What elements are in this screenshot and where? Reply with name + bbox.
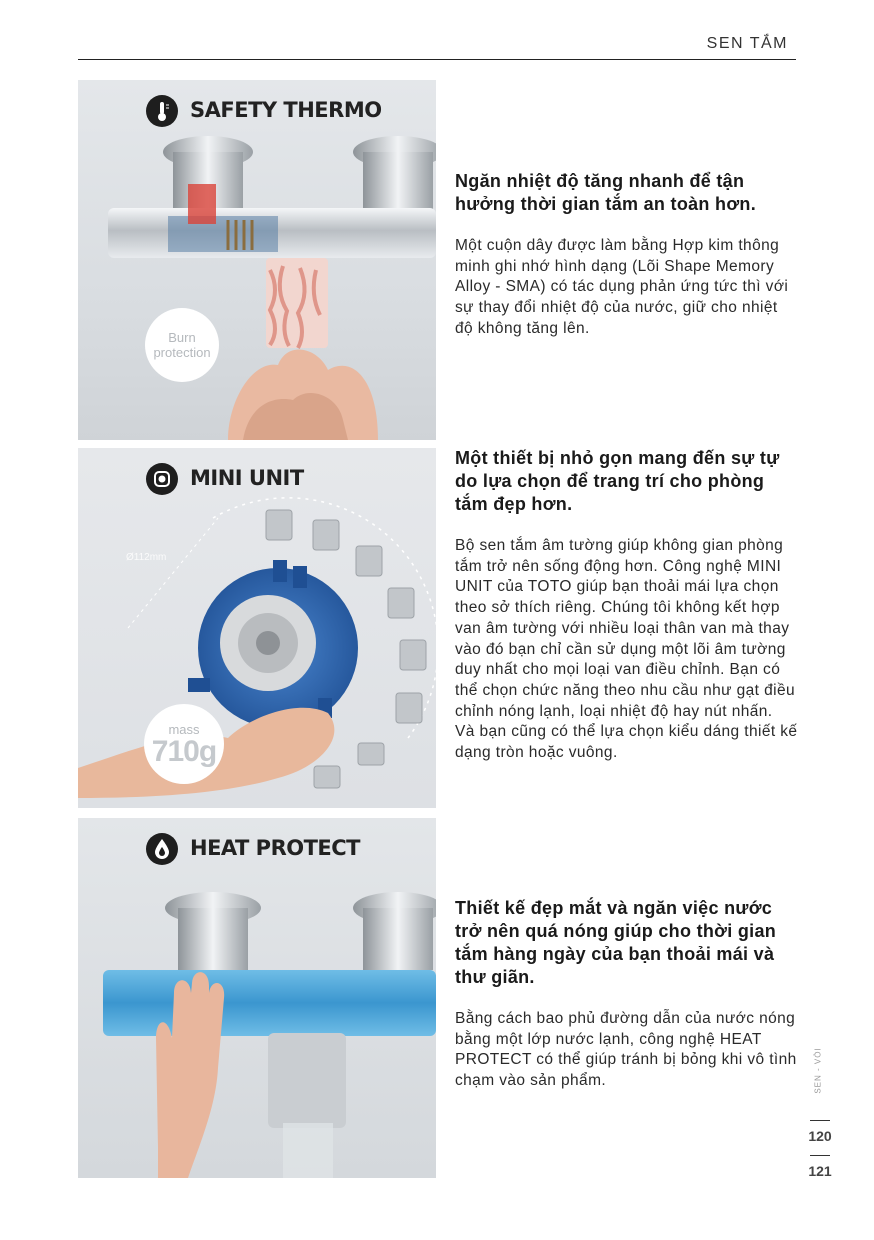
burn-protection-badge <box>145 308 219 382</box>
mass-badge <box>144 704 224 784</box>
side-section-label <box>812 1048 824 1098</box>
water-drop-icon <box>146 833 178 865</box>
feature-body-2: Và bạn cũng có thể lựa chọn kiểu dáng thiết kế dạng tròn hoặc vuông. <box>455 723 798 762</box>
section-title: SEN TẮM <box>706 35 788 52</box>
safety-thermo-text <box>455 170 800 340</box>
heat-protect-image <box>78 818 436 1178</box>
feature-body: Một cuộn dây được làm bằng Hợp kim thông minh ghi nhớ hình dạng (Lõi Shape Memory Alloy - SMA) có tác dụng phản ứng tức thì với sự thay đổi nhiệt độ của nước, giữ cho nhiệt độ không tăng lên. <box>455 237 789 337</box>
feature-body: Bằng cách bao phủ đường dẫn của nước nóng bằng một lớp nước lạnh, công nghệ HEAT PROTECT có thể giúp tránh bị bỏng khi vô tình chạm vào sản phẩm. <box>455 1010 797 1090</box>
badge-line-2: protection <box>153 345 211 360</box>
thermostat-illustration <box>78 80 436 440</box>
badge-line-2: 710g <box>151 734 217 768</box>
feature-title: MINI UNIT <box>190 466 304 490</box>
page-rule-top <box>810 1120 830 1121</box>
safety-thermo-image <box>78 80 436 440</box>
page-number-right: 121 <box>808 1163 832 1179</box>
heat-protect-text <box>455 897 800 1092</box>
mini-unit-image <box>78 448 436 808</box>
badge-line-1: mass <box>168 721 200 737</box>
side-label-text: SEN - VÒI <box>813 1047 823 1094</box>
badge-line-1: Burn <box>168 330 196 345</box>
unit-icon <box>146 463 178 495</box>
feature-body: Bộ sen tắm âm tường giúp không gian phòng tắm trở nên sống động hơn. Công nghệ MINI UNIT của TOTO giúp bạn thoải mái lựa chọn theo sở thích riêng. Chúng tôi không kết hợp van âm tường với nhiều loại thân van mà thay vào đó bạn chỉ cần sử dụng một lõi âm tường duy nhất cho mọi loại van điều chỉnh. Bạn có thể chọn chức năng theo nhu cầu như gạt điều chỉnh nóng lạnh, loại nhiệt độ hay nút nhấn. <box>455 537 795 720</box>
header-divider <box>78 59 796 60</box>
heat-protect-illustration <box>78 818 436 1178</box>
feature-heading: Một thiết bị nhỏ gọn mang đến sự tự do lựa chọn để trang trí cho phòng tắm đẹp hơn. <box>455 448 780 514</box>
mini-unit-illustration <box>78 448 436 808</box>
page-number-left: 120 <box>808 1128 832 1144</box>
feature-heading: Thiết kế đẹp mắt và ngăn việc nước trở nên quá nóng giúp cho thời gian tắm hàng ngày của bạn thoải mái và thư giãn. <box>455 898 777 987</box>
thermometer-icon <box>146 95 178 127</box>
feature-title: HEAT PROTECT <box>190 836 360 860</box>
mini-unit-text <box>455 447 800 764</box>
feature-title: SAFETY THERMO <box>190 98 382 122</box>
page-rule-middle <box>810 1155 830 1156</box>
feature-heading: Ngăn nhiệt độ tăng nhanh để tận hưởng thời gian tắm an toàn hơn. <box>455 171 757 214</box>
dimension-label: Ø112mm <box>126 552 167 563</box>
